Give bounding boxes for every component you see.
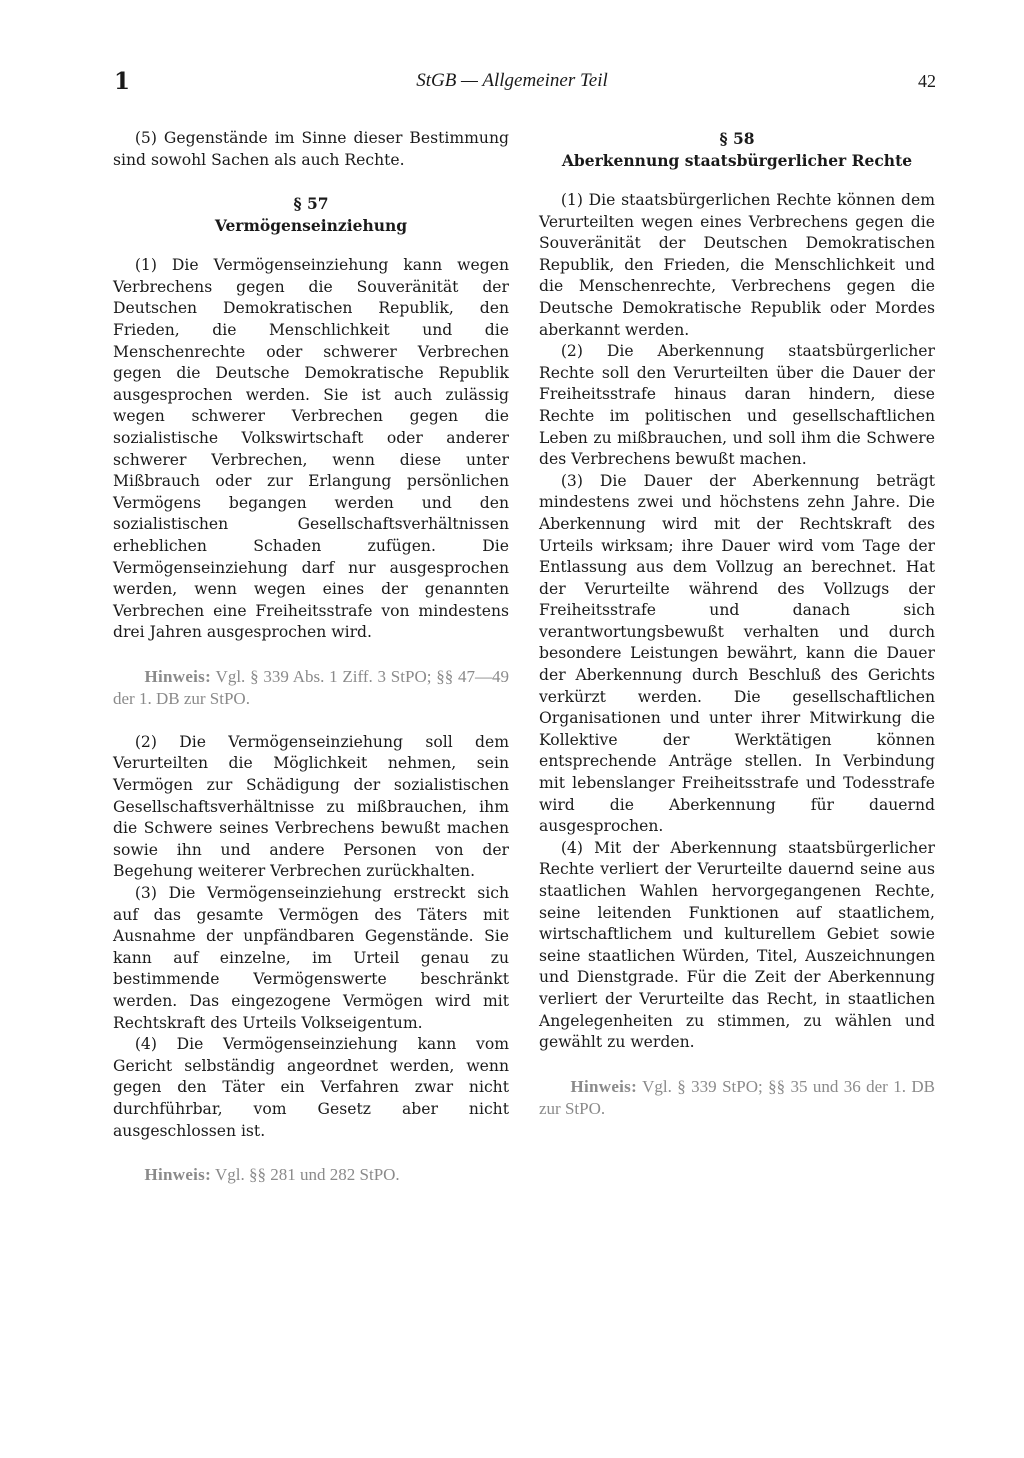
s57-paragraph-1: (1) Die Vermögenseinziehung kann wegen Verbrechens gegen die Souveränität der Deutschen Demokratischen Republik, den Frieden, die Menschlichkeit und die Menschenrechte oder schwerer Verbrechen gegen die Deutsche Demokratische Republik ausgesprochen werden. Sie ist auch zulässig wegen schwerer Verbrechen gegen die sozialistische Volkswirtschaft oder anderer schwerer Verbrechen, wenn diese unter Mißbrauch oder zur Erlangung persönlichen Vermögens begangen werden und den sozialistischen Gesellschaftsverhältnissen erheblichen Schaden zufügen. Die Vermögenseinziehung darf nur ausgesprochen werden, wenn wegen eines der genannten Verbrechen eine Freiheitsstrafe von mindestens drei Jahren ausgesprochen wird. bbox=[113, 256, 509, 642]
hint-text: Vgl. § 339 StPO; §§ 35 und 36 der 1. DB zur StPO. bbox=[539, 1076, 935, 1118]
section-57-heading bbox=[113, 193, 509, 237]
s57-hint-2 bbox=[113, 1164, 509, 1186]
section-title: Vermögenseinziehung bbox=[214, 216, 408, 236]
hint-label: Hinweis: bbox=[570, 1076, 638, 1096]
s58-paragraph-1: (1) Die staatsbürgerlichen Rechte können dem Verurteilten wegen eines Verbrechens gegen die Souveränität der Deutschen Demokratischen Republik, den Frieden, die Menschlichkeit und die Menschenrechte, Verbrechens gegen die Deutsche Demokratische Republik oder Mordes aberkannt werden. bbox=[539, 191, 935, 339]
paragraph-5-continued: (5) Gegenstände im Sinne dieser Bestimmung sind sowohl Sachen als auch Rechte. bbox=[113, 129, 509, 169]
s57-hint-1 bbox=[113, 666, 509, 710]
left-column bbox=[113, 128, 509, 1186]
hint-text: Vgl. § 339 Abs. 1 Ziff. 3 StPO; §§ 47—49 der 1. DB zur StPO. bbox=[113, 666, 509, 708]
section-number: § 58 bbox=[719, 129, 755, 148]
hint-label: Hinweis: bbox=[144, 666, 212, 686]
section-58-heading bbox=[539, 128, 935, 172]
page-number: 42 bbox=[918, 71, 936, 91]
s58-hint bbox=[539, 1076, 935, 1120]
right-column bbox=[539, 128, 935, 1120]
hint-text: Vgl. §§ 281 und 282 StPO. bbox=[215, 1165, 400, 1185]
section-number: § 57 bbox=[293, 194, 329, 214]
running-title: StGB — Allgemeiner Teil bbox=[416, 70, 608, 91]
s58-paragraph-2: (2) Die Aberkennung staatsbürgerlicher Rechte soll den Verurteilten über die Dauer der Freiheitsstrafe hinaus daran hindern, diese Rechte im politischen und gesellschaftlichen Leben zu mißbrauchen, und soll ihm die Schwere des Verbrechens bewußt machen. bbox=[539, 342, 935, 469]
hint-label: Hinweis: bbox=[144, 1165, 212, 1185]
s57-paragraph-2: (2) Die Vermögenseinziehung soll dem Verurteilten die Möglichkeit nehmen, sein Vermögen zur Schädigung der sozialistischen Gesellschaftsverhältnisse zu mißbrauchen, ihm die Schwere seines Verbrechens bewußt machen sowie ihn und andere Personen von der Begehung weiterer Verbrechen zurückhalten. bbox=[113, 732, 509, 881]
s58-paragraph-4: (4) Mit der Aberkennung staatsbürgerlicher Rechte verliert der Verurteilte dauernd seine aus staatlichen Wahlen hervorgegangenen Rechte, seine leitenden Funktionen auf staatlichem, wirtschaftlichem und kulturellem Gebiet sowie seine staatlichen Würden, Titel, Auszeichnungen und Dienstgrade. Für die Zeit der Aberkennung verliert der Verurteilte das Recht, in staatlichen Angelegenheiten zu stimmen, zu wählen und gewählt zu werden. bbox=[539, 838, 935, 1052]
section-title: Aberkennung staatsbürgerlicher Rechte bbox=[561, 151, 913, 170]
chapter-number: 1 bbox=[114, 68, 131, 95]
s57-paragraph-3: (3) Die Vermögenseinziehung erstreckt sich auf das gesamte Vermögen des Täters mit Ausnahme der unpfändbaren Gegenstände. Sie kann auf einzelne, im Urteil genau zu bestimmende Vermögenswerte beschränkt werden. Das eingezogene Vermögen wird mit Rechtskraft des Urteils Volkseigentum. bbox=[113, 884, 509, 1032]
s58-paragraph-3: (3) Die Dauer der Aberkennung beträgt mindestens zwei und höchstens zehn Jahre. Die Aberkennung wird mit der Rechtskraft des Urteils wirksam; ihre Dauer wird vom Tage der Entlassung aus dem Vollzug an berechnet. Hat der Verurteilte während des Vollzugs der Freiheitsstrafe und danach sich verantwortungsbewußt verhalten und durch besondere Leistungen bewährt, kann die Dauer der Aberkennung durch Beschluß des Gerichts verkürzt werden. Die gesellschaftlichen Organisationen und unter ihrer Mitwirkung die Kollektive der Werktätigen können entsprechende Anträge stellen. In Verbindung mit lebenslanger Freiheitsstrafe und Todesstrafe wird die Aberkennung für dauernd ausgesprochen. bbox=[539, 471, 935, 836]
running-head bbox=[0, 68, 1024, 98]
s57-paragraph-4: (4) Die Vermögenseinziehung kann vom Gericht selbständig angeordnet werden, wenn gegen den Täter ein Verfahren zwar nicht durchführbar, vom Gesetz aber nicht ausgeschlossen ist. bbox=[113, 1035, 509, 1140]
